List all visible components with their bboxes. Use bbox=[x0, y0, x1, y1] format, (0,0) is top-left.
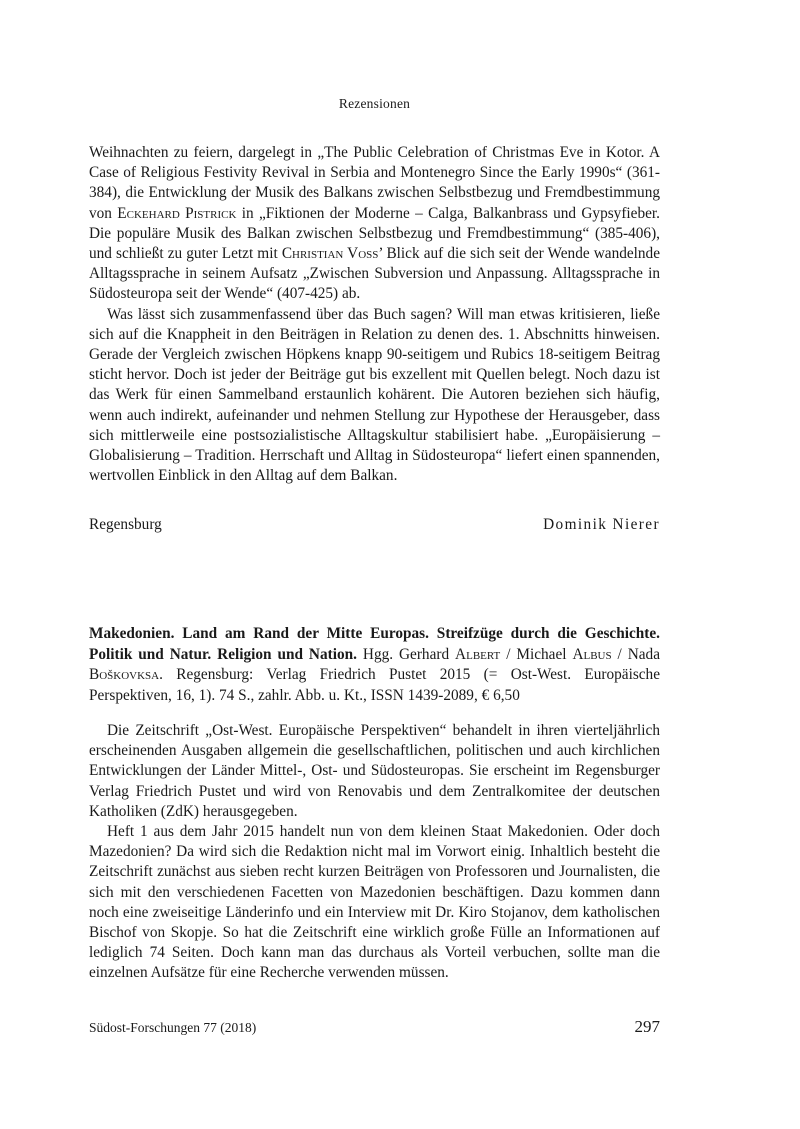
editor-name: Albus bbox=[572, 645, 612, 663]
text-segment: ’ Blick auf die sich seit der Wende wandelnde Alltagssprache in seinem Aufsatz „Zwischen Subversion und Anpassung. Alltagssprache in Südosteuropa seit der Wende“ (407-425) ab. bbox=[89, 245, 660, 303]
book-citation bbox=[89, 624, 660, 706]
editor-name: Albert bbox=[455, 645, 501, 663]
review-paragraph: Was lässt sich zusammenfassend über das Buch sagen? Will man etwas kritisieren, ließe sich auf die Knappheit in den Beiträgen in Relation zu denen des. 1. Abschnitts hinweisen. Gerade der Vergleich zwischen Höpkens knapp 90-seitigem und Rubics 18-seitigem Beitrag sticht hervor. Doch ist jeder der Beiträge gut bis exzellent mit Quellen belegt. Noch dazu ist das Werk für einen Sammelband erstaunlich kohärent. Die Autoren beziehen sich häufig, wenn auch indirekt, aufeinander und nehmen Stellung zur Hypothese der Herausgeber, dass sich mittlerweile eine postsozialistische Alltagskultur stabilisiert habe. „Europäisierung – Globalisierung – Tradition. Herrschaft und Alltag in Südosteuropa“ liefert einen spannenden, wertvollen Einblick in den Alltag auf dem Balkan. bbox=[89, 305, 660, 485]
review-signature bbox=[89, 516, 660, 534]
reviewer-place: Regensburg bbox=[89, 516, 162, 533]
text-segment: Hgg. Gerhard bbox=[356, 645, 456, 663]
running-head: Rezensionen bbox=[338, 96, 411, 111]
page-footer bbox=[89, 1017, 660, 1037]
review-continuation bbox=[89, 143, 660, 486]
author-name-smallcaps: Eckehard Pistrick bbox=[117, 204, 237, 222]
page-number: 297 bbox=[634, 1017, 660, 1036]
review-paragraph: Die Zeitschrift „Ost-West. Europäische Perspektiven“ behandelt in ihren vierteljährlich erscheinenden Ausgaben allgemein die gesellschaftlichen, politischen und auch kirchlichen Entwicklungen der Länder Mittel-, Ost- und Südosteuropas. Sie erscheint im Regensburger Verlag Friedrich Pustet und wird von Renovabis und dem Zentralkomitee der deutschen Katholiken (ZdK) herausgegeben. bbox=[89, 722, 660, 820]
review-paragraph bbox=[89, 143, 660, 305]
book-title: Makedonien. Land am Rand der Mitte Europas. Streifzüge durch die Geschichte. Politik und Natur. Religion und Nation. bbox=[89, 625, 660, 663]
review-paragraph: Heft 1 aus dem Jahr 2015 handelt nun von dem kleinen Staat Makedonien. Oder doch Mazedonien? Da wird sich die Redaktion nicht mal im Vorwort einig. Inhaltlich besteht die Zeitschrift zunächst aus sieben recht kurzen Beiträgen von Professoren und Journalisten, die sich mit den verschiedenen Facetten von Mazedonien beschäftigen. Dazu kommen dann noch eine zweiseitige Länderinfo und ein Interview mit Dr. Kiro Stojanov, dem katholischen Bischof von Skopje. So hat die Zeitschrift eine wirklich große Fülle an Informationen auf lediglich 74 Seiten. Doch kann man das durchaus als Vorteil verbuchen, sollte man die einzelnen Aufsätze für eine Recherche verwenden müssen. bbox=[89, 823, 660, 982]
editor-name: Boškovksa bbox=[89, 666, 160, 683]
journal-name: Südost-Forschungen 77 (2018) bbox=[89, 1020, 257, 1035]
reviewer-name: Dominik Nierer bbox=[543, 516, 660, 533]
text-segment: / Michael bbox=[500, 645, 573, 663]
text-segment: / Nada bbox=[611, 645, 660, 663]
text-segment: in „Fiktionen der Moderne – Calga, Balkanbrass und Gypsyfieber. Die populäre Musik des Balkan zwischen Selbstbezug und Fremdbestimmung“ (385-406), und schließt zu guter Letzt mit bbox=[89, 204, 660, 263]
publication-details: . Regensburg: Verlag Friedrich Pustet 2015 (= Ost-West. Europäische Perspektiven, 16, 1). 74 S., zahlr. Abb. u. Kt., ISSN 1439-2089, € 6,50 bbox=[89, 666, 660, 704]
author-name-smallcaps: Christian Voss bbox=[281, 245, 379, 263]
text-segment: Weihnachten zu feiern, dargelegt in „The Public Celebration of Christmas Eve in Kotor. A Case of Religious Festivity Revival in Serbia and Montenegro Since the Early 1990s“ (361-384), die Entwicklung der Musik des Balkans zwischen Selbstbezug und Fremdbestimmung von bbox=[89, 144, 660, 222]
review-body bbox=[89, 721, 660, 984]
